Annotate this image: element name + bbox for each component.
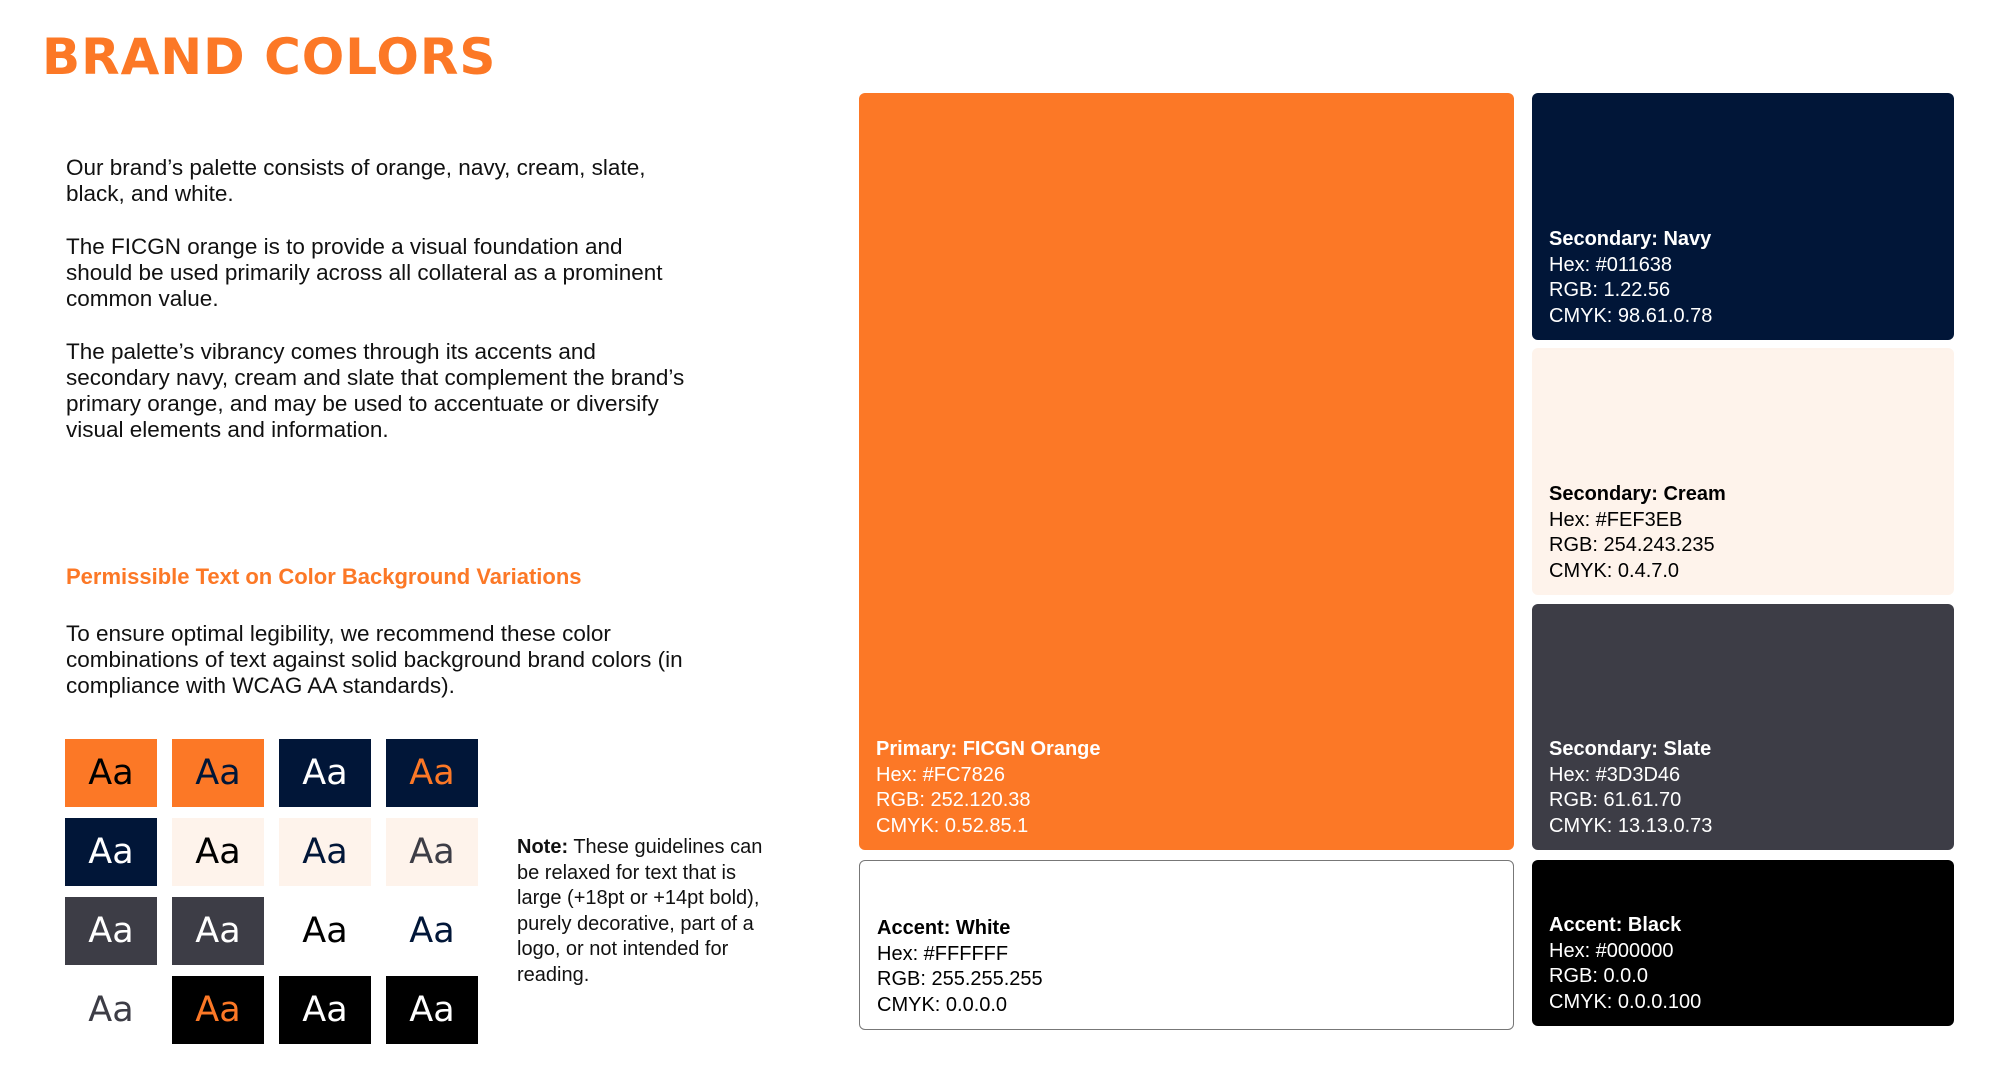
text-color-sample: Aa: [279, 818, 371, 886]
text-color-sample: Aa: [172, 739, 264, 807]
text-color-sample: Aa: [386, 739, 478, 807]
swatch-cmyk: CMYK: 13.13.0.73: [1549, 814, 1713, 837]
intro-text: [66, 155, 686, 470]
swatch-cmyk: CMYK: 98.61.0.78: [1549, 304, 1713, 327]
swatch-name: Accent: White: [877, 917, 1011, 939]
swatch-cmyk: CMYK: 0.0.0.0: [877, 993, 1008, 1016]
text-color-sample: Aa: [172, 897, 264, 965]
legibility-heading: Permissible Text on Color Background Variations: [66, 564, 582, 589]
intro-paragraph-palette: Our brand’s palette consists of orange, navy, cream, slate, black, and white.: [66, 155, 646, 206]
swatch-secondary-cream: [1532, 348, 1954, 595]
swatch-name: Secondary: Slate: [1549, 738, 1712, 760]
swatch-rgb: RGB: 254.243.235: [1549, 534, 1715, 556]
swatch-rgb: RGB: 252.120.38: [876, 789, 1031, 811]
legibility-description: To ensure optimal legibility, we recommend these color combinations of text against solid background brand colors (in compliance with WCAG AA standards).: [66, 621, 683, 698]
swatch-hex: Hex: #000000: [1549, 939, 1674, 962]
swatch-cmyk: CMYK: 0.0.0.100: [1549, 990, 1702, 1013]
swatch-accent-black: [1532, 860, 1954, 1026]
swatch-secondary-navy: [1532, 93, 1954, 340]
text-color-sample: Aa: [386, 976, 478, 1044]
swatch-name: Accent: Black: [1549, 914, 1682, 936]
text-color-sample: Aa: [172, 818, 264, 886]
text-color-sample: Aa: [65, 897, 157, 965]
swatch-name: Secondary: Cream: [1549, 483, 1726, 505]
intro-paragraph-vibrancy: The palette’s vibrancy comes through its accents and secondary navy, cream and slate that complement the brand’s primary orange, and may be used to accentuate or diversify visual elements and information.: [66, 339, 685, 442]
swatch-name: Primary: FICGN Orange: [876, 738, 1101, 760]
text-color-sample: Aa: [65, 818, 157, 886]
swatch-hex: Hex: #FEF3EB: [1549, 508, 1683, 531]
text-color-sample: Aa: [65, 739, 157, 807]
text-color-sample: Aa: [279, 976, 371, 1044]
swatch-rgb: RGB: 0.0.0: [1549, 965, 1648, 987]
swatch-primary-orange: [859, 93, 1514, 850]
swatch-accent-white: [859, 860, 1514, 1030]
text-color-sample: Aa: [279, 897, 371, 965]
note-label: Note:: [517, 836, 569, 858]
swatch-rgb: RGB: 255.255.255: [877, 968, 1043, 990]
text-color-sample: Aa: [386, 818, 478, 886]
swatch-hex: Hex: #FFFFFF: [877, 942, 1009, 965]
swatch-name: Secondary: Navy: [1549, 228, 1712, 250]
note-body: These guidelines can be relaxed for text that is large (+18pt or +14pt bold), purely decorative, part of a logo, or not intended for reading.: [517, 836, 763, 986]
swatch-hex: Hex: #011638: [1549, 253, 1673, 276]
swatch-secondary-slate: [1532, 604, 1954, 850]
swatch-cmyk: CMYK: 0.52.85.1: [876, 814, 1029, 837]
intro-paragraph-orange: The FICGN orange is to provide a visual foundation and should be used primarily across all collateral as a prominent common value.: [66, 234, 663, 311]
swatch-rgb: RGB: 61.61.70: [1549, 789, 1682, 811]
swatch-hex: Hex: #FC7826: [876, 763, 1005, 786]
page-title: BRAND COLORS: [42, 28, 497, 86]
text-color-sample: Aa: [65, 976, 157, 1044]
swatch-rgb: RGB: 1.22.56: [1549, 279, 1671, 301]
note-text: [517, 835, 772, 988]
text-color-sample: Aa: [279, 739, 371, 807]
swatch-cmyk: CMYK: 0.4.7.0: [1549, 559, 1680, 582]
text-color-sample-grid: [65, 739, 478, 1044]
text-color-sample: Aa: [386, 897, 478, 965]
text-color-sample: Aa: [172, 976, 264, 1044]
swatch-hex: Hex: #3D3D46: [1549, 763, 1681, 786]
